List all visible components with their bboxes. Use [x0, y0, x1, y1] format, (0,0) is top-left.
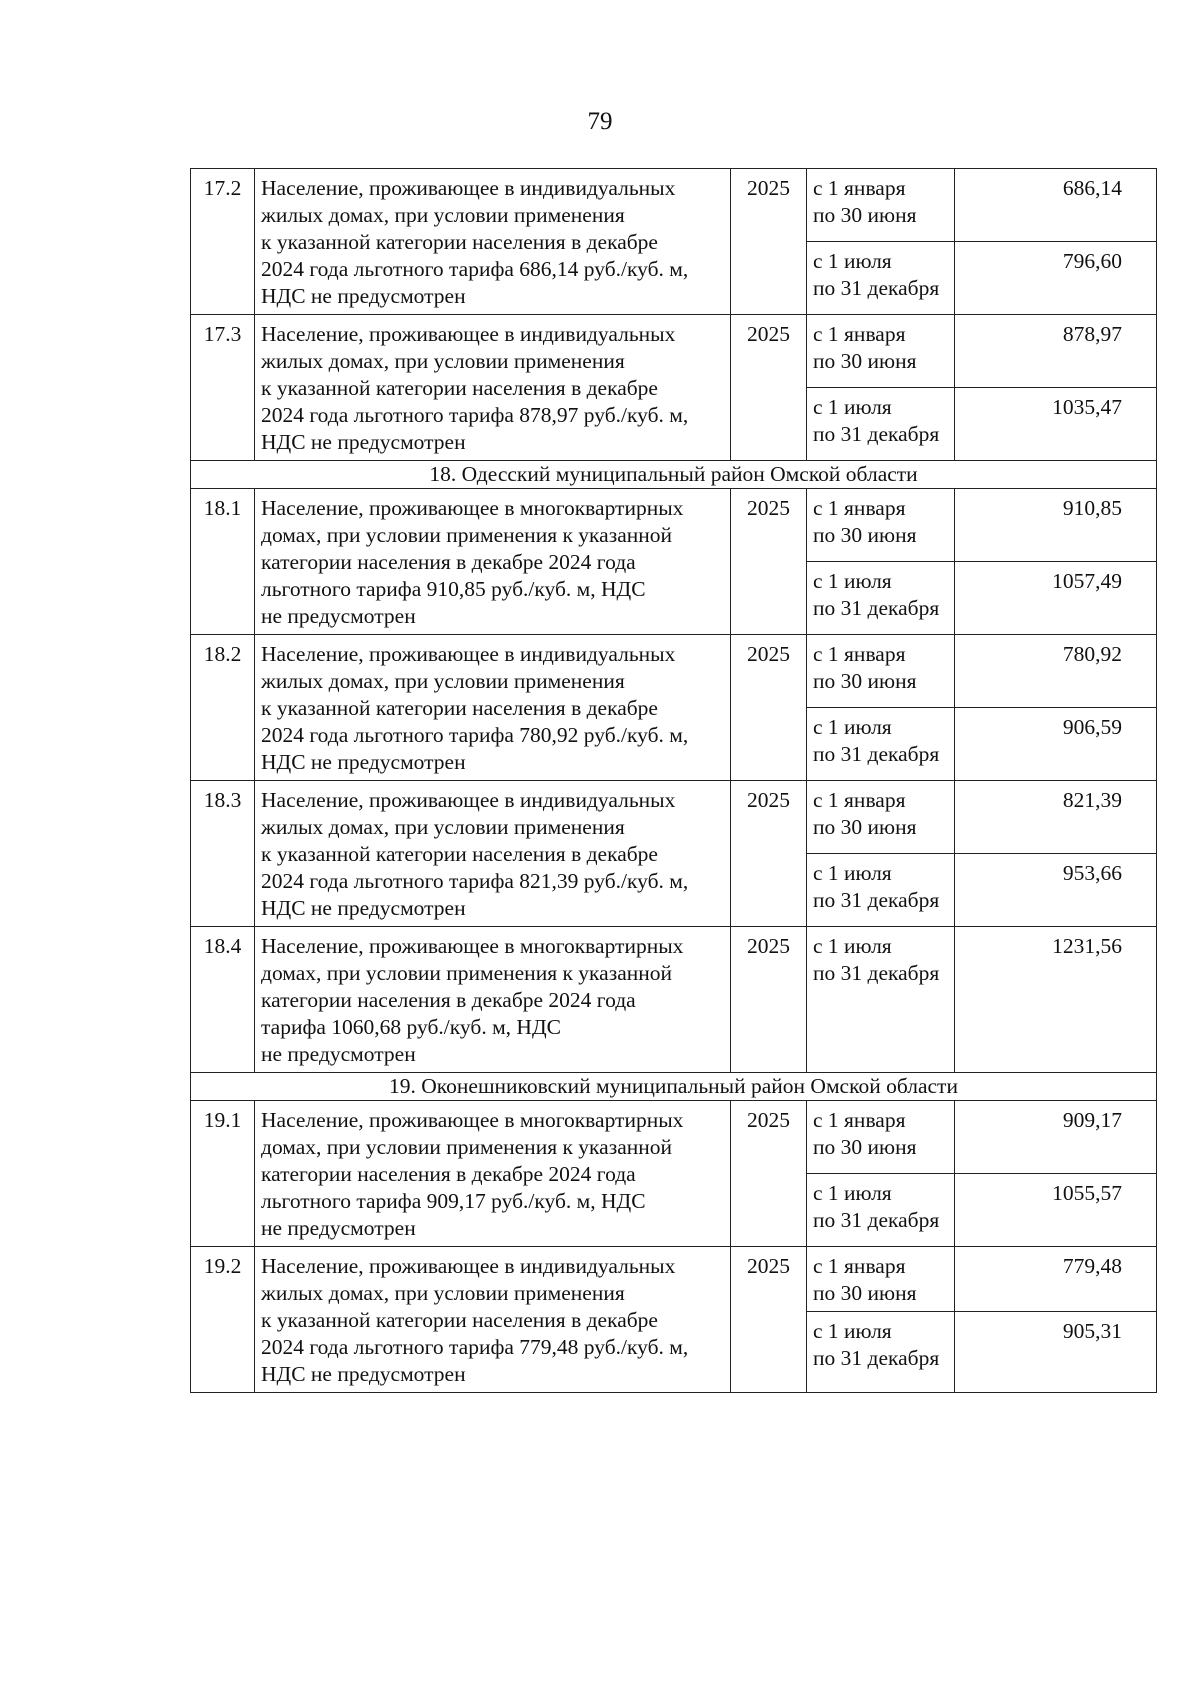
- tariff-value: 909,17: [955, 1101, 1157, 1174]
- period-cell: с 1 января по 30 июня: [807, 635, 955, 708]
- tariff-value: 905,31: [955, 1312, 1157, 1393]
- row-number: 18.1: [191, 489, 255, 635]
- consumer-category: Население, проживающее в многоквартирных домах, при условии применения к указанной категории населения в декабре 2024 года тарифа 1060,68 руб./куб. м, НДС не предусмотрен: [255, 927, 731, 1073]
- period-cell: с 1 июля по 31 декабря: [807, 927, 955, 1073]
- year-cell: 2025: [731, 635, 807, 781]
- tariff-value: 821,39: [955, 781, 1157, 854]
- tariff-value: 906,59: [955, 708, 1157, 781]
- period-cell: с 1 июля по 31 декабря: [807, 708, 955, 781]
- year-cell: 2025: [731, 781, 807, 927]
- period-cell: с 1 июля по 31 декабря: [807, 1312, 955, 1393]
- section-title: 19. Оконешниковский муниципальный район Омской области: [191, 1073, 1157, 1101]
- table-row: [191, 1101, 1157, 1174]
- table-row: [191, 1247, 1157, 1312]
- tariff-value: 878,97: [955, 315, 1157, 388]
- period-cell: с 1 июля по 31 декабря: [807, 562, 955, 635]
- consumer-category: Население, проживающее в многоквартирных домах, при условии применения к указанной категории населения в декабре 2024 года льготного тарифа 910,85 руб./куб. м, НДС не предусмотрен: [255, 489, 731, 635]
- row-number: 19.1: [191, 1101, 255, 1247]
- consumer-category: Население, проживающее в индивидуальных жилых домах, при условии применения к указанной категории населения в декабре 2024 года льготного тарифа 878,97 руб./куб. м, НДС не предусмотрен: [255, 315, 731, 461]
- tariff-value: 796,60: [955, 242, 1157, 315]
- row-number: 17.2: [191, 169, 255, 315]
- period-cell: с 1 января по 30 июня: [807, 315, 955, 388]
- consumer-category: Население, проживающее в индивидуальных жилых домах, при условии применения к указанной категории населения в декабре 2024 года льготного тарифа 779,48 руб./куб. м, НДС не предусмотрен: [255, 1247, 731, 1393]
- period-cell: с 1 июля по 31 декабря: [807, 388, 955, 461]
- tariff-value: 1035,47: [955, 388, 1157, 461]
- row-number: 18.4: [191, 927, 255, 1073]
- table-row: [191, 169, 1157, 242]
- row-number: 18.2: [191, 635, 255, 781]
- consumer-category: Население, проживающее в индивидуальных жилых домах, при условии применения к указанной категории населения в декабре 2024 года льготного тарифа 686,14 руб./куб. м, НДС не предусмотрен: [255, 169, 731, 315]
- tariff-value: 686,14: [955, 169, 1157, 242]
- section-title: 18. Одесский муниципальный район Омской области: [191, 461, 1157, 489]
- consumer-category: Население, проживающее в индивидуальных жилых домах, при условии применения к указанной категории населения в декабре 2024 года льготного тарифа 821,39 руб./куб. м, НДС не предусмотрен: [255, 781, 731, 927]
- period-cell: с 1 января по 30 июня: [807, 169, 955, 242]
- period-cell: с 1 января по 30 июня: [807, 1247, 955, 1312]
- table-row: [191, 489, 1157, 562]
- tariff-value: 780,92: [955, 635, 1157, 708]
- row-number: 18.3: [191, 781, 255, 927]
- period-cell: с 1 июля по 31 декабря: [807, 1174, 955, 1247]
- period-cell: с 1 января по 30 июня: [807, 781, 955, 854]
- period-cell: с 1 января по 30 июня: [807, 489, 955, 562]
- tariff-value: 1231,56: [955, 927, 1157, 1073]
- consumer-category: Население, проживающее в индивидуальных жилых домах, при условии применения к указанной категории населения в декабре 2024 года льготного тарифа 780,92 руб./куб. м, НДС не предусмотрен: [255, 635, 731, 781]
- year-cell: 2025: [731, 169, 807, 315]
- tariff-value: 1055,57: [955, 1174, 1157, 1247]
- year-cell: 2025: [731, 315, 807, 461]
- period-cell: с 1 января по 30 июня: [807, 1101, 955, 1174]
- tariff-value: 953,66: [955, 854, 1157, 927]
- section-header-row: [191, 1073, 1157, 1101]
- tariff-table: [190, 168, 1157, 1393]
- row-number: 17.3: [191, 315, 255, 461]
- year-cell: 2025: [731, 1247, 807, 1393]
- section-header-row: [191, 461, 1157, 489]
- table-row: [191, 635, 1157, 708]
- year-cell: 2025: [731, 1101, 807, 1247]
- table-row: [191, 315, 1157, 388]
- table-row: [191, 927, 1157, 1073]
- consumer-category: Население, проживающее в многоквартирных домах, при условии применения к указанной категории населения в декабре 2024 года льготного тарифа 909,17 руб./куб. м, НДС не предусмотрен: [255, 1101, 731, 1247]
- year-cell: 2025: [731, 927, 807, 1073]
- tariff-value: 1057,49: [955, 562, 1157, 635]
- page-number: 79: [587, 108, 613, 135]
- table-row: [191, 781, 1157, 854]
- row-number: 19.2: [191, 1247, 255, 1393]
- tariff-value: 910,85: [955, 489, 1157, 562]
- period-cell: с 1 июля по 31 декабря: [807, 242, 955, 315]
- tariff-value: 779,48: [955, 1247, 1157, 1312]
- period-cell: с 1 июля по 31 декабря: [807, 854, 955, 927]
- year-cell: 2025: [731, 489, 807, 635]
